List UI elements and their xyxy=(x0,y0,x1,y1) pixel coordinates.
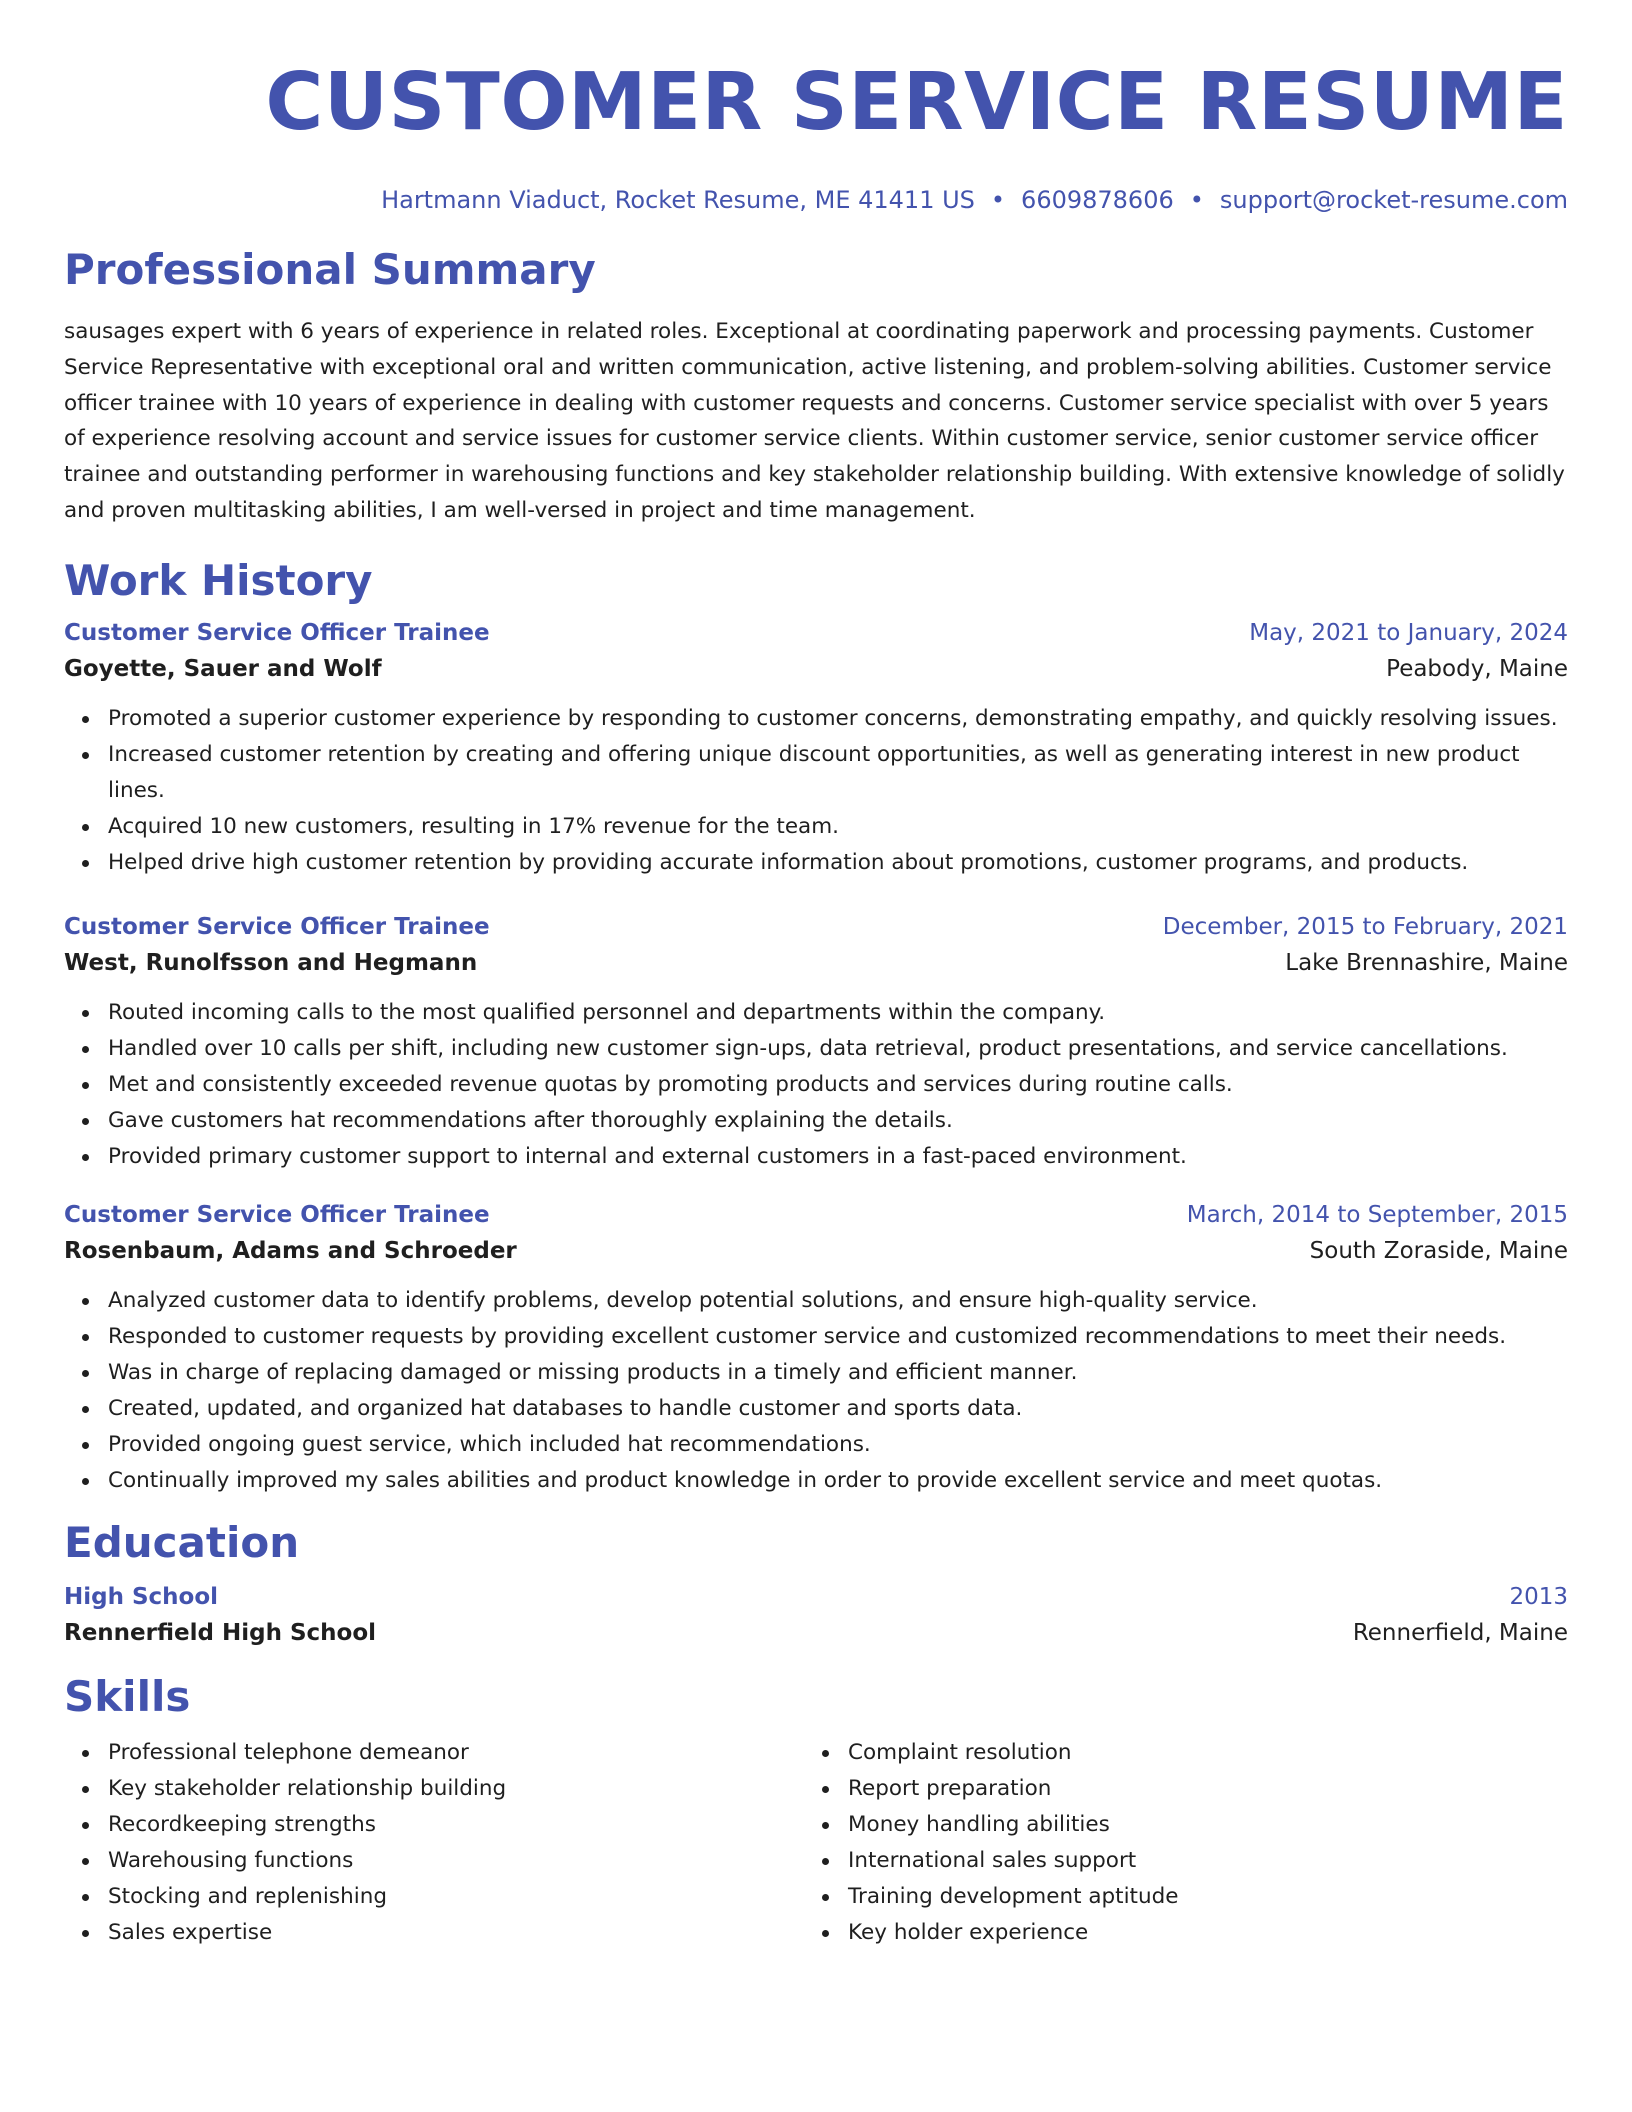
skill-item: Training development aptitude xyxy=(804,1879,1544,1915)
list-item: Helped drive high customer retention by providing accurate information about promotions, customer programs, and products. xyxy=(64,845,1568,881)
job-title: Customer Service Officer Trainee xyxy=(64,1201,490,1228)
contact-phone: 6609878606 xyxy=(1021,186,1174,214)
job-title: Customer Service Officer Trainee xyxy=(64,913,490,940)
education-degree: High School xyxy=(64,1583,219,1610)
skill-item: International sales support xyxy=(804,1843,1544,1879)
skill-item: Money handling abilities xyxy=(804,1807,1544,1843)
list-item: Created, updated, and organized hat databases to handle customer and sports data. xyxy=(64,1391,1568,1427)
skill-item: Professional telephone demeanor xyxy=(64,1735,804,1771)
skills-grid xyxy=(64,1735,1568,1951)
education-entry xyxy=(64,1581,1568,1653)
skills-column-left xyxy=(64,1735,804,1951)
summary-section xyxy=(64,244,1568,529)
section-heading-summary: Professional Summary xyxy=(64,245,596,294)
contact-address: Hartmann Viaduct, Rocket Resume, ME 41411 US xyxy=(381,186,975,214)
section-heading-skills: Skills xyxy=(64,1671,191,1721)
skill-item: Recordkeeping strengths xyxy=(64,1807,804,1843)
job-dates: March, 2014 to September, 2015 xyxy=(1186,1201,1568,1228)
skills-section xyxy=(64,1671,1568,1951)
education-location: Rennerfield, Maine xyxy=(1352,1619,1568,1646)
skill-item: Sales expertise xyxy=(64,1915,804,1951)
job-entry xyxy=(64,911,1568,1175)
job-bullets xyxy=(64,995,1568,1175)
list-item: Increased customer retention by creating and offering unique discount opportunities, as well as generating interest in new product lines. xyxy=(64,737,1568,809)
list-item: Promoted a superior customer experience by responding to customer concerns, demonstrating empathy, and quickly resolving issues. xyxy=(64,701,1568,737)
job-location: South Zoraside, Maine xyxy=(1309,1237,1568,1264)
job-bullets xyxy=(64,1283,1568,1499)
list-item: Handled over 10 calls per shift, including new customer sign-ups, data retrieval, product presentations, and service cancellations. xyxy=(64,1031,1568,1067)
list-item: Was in charge of replacing damaged or missing products in a timely and efficient manner. xyxy=(64,1355,1568,1391)
education-section xyxy=(64,1517,1568,1653)
skill-item: Report preparation xyxy=(804,1771,1544,1807)
list-item: Provided primary customer support to internal and external customers in a fast-paced environment. xyxy=(64,1139,1568,1175)
job-entry xyxy=(64,617,1568,881)
skill-item: Key stakeholder relationship building xyxy=(64,1771,804,1807)
job-location: Peabody, Maine xyxy=(1386,655,1568,682)
section-heading-education: Education xyxy=(64,1517,300,1567)
job-company: Rosenbaum, Adams and Schroeder xyxy=(64,1237,517,1264)
summary-text: sausages expert with 6 years of experience in related roles. Exceptional at coordinating paperwork and processing payments. Customer Service Representative with exceptional oral and written communication, active listening, and problem-solving abilities. Customer service officer trainee with 10 years of experience in dealing with customer requests and concerns. Customer service specialist with over 5 years of experience resolving account and service issues for customer service clients. Within customer service, senior customer service officer trainee and outstanding performer in warehousing functions and key stakeholder relationship building. With extensive knowledge of solidly and proven multitasking abilities, I am well-versed in project and time management. xyxy=(64,319,1565,523)
job-dates: May, 2021 to January, 2024 xyxy=(1249,619,1568,646)
skill-item: Stocking and replenishing xyxy=(64,1879,804,1915)
skill-item: Key holder experience xyxy=(804,1915,1544,1951)
list-item: Analyzed customer data to identify problems, develop potential solutions, and ensure high-quality service. xyxy=(64,1283,1568,1319)
work-history-section xyxy=(64,555,1568,1499)
contact-email: support@rocket-resume.com xyxy=(1219,186,1568,214)
job-bullets xyxy=(64,701,1568,881)
job-location: Lake Brennashire, Maine xyxy=(1285,949,1568,976)
resume-title: CUSTOMER SERVICE RESUME xyxy=(265,56,1568,148)
job-company: West, Runolfsson and Hegmann xyxy=(64,949,478,976)
list-item: Routed incoming calls to the most qualified personnel and departments within the company. xyxy=(64,995,1568,1031)
job-dates: December, 2015 to February, 2021 xyxy=(1162,913,1568,940)
job-company: Goyette, Sauer and Wolf xyxy=(64,655,382,682)
resume-header xyxy=(64,0,1568,216)
skill-item: Warehousing functions xyxy=(64,1843,804,1879)
list-item: Responded to customer requests by providing excellent customer service and customized recommendations to meet their needs. xyxy=(64,1319,1568,1355)
contact-separator: • xyxy=(990,186,1006,214)
list-item: Provided ongoing guest service, which included hat recommendations. xyxy=(64,1427,1568,1463)
contact-separator: • xyxy=(1189,186,1204,214)
list-item: Met and consistently exceeded revenue quotas by promoting products and services during routine calls. xyxy=(64,1067,1568,1103)
education-school: Rennerfield High School xyxy=(64,1619,377,1646)
job-title: Customer Service Officer Trainee xyxy=(64,619,490,646)
list-item: Continually improved my sales abilities and product knowledge in order to provide excellent service and meet quotas. xyxy=(64,1463,1568,1499)
skill-item: Complaint resolution xyxy=(804,1735,1544,1771)
list-item: Acquired 10 new customers, resulting in 17% revenue for the team. xyxy=(64,809,1568,845)
education-year: 2013 xyxy=(1509,1583,1568,1610)
section-heading-work: Work History xyxy=(64,555,373,605)
job-entry xyxy=(64,1199,1568,1499)
list-item: Gave customers hat recommendations after thoroughly explaining the details. xyxy=(64,1103,1568,1139)
contact-line xyxy=(64,184,1568,216)
skills-column-right xyxy=(804,1735,1544,1951)
